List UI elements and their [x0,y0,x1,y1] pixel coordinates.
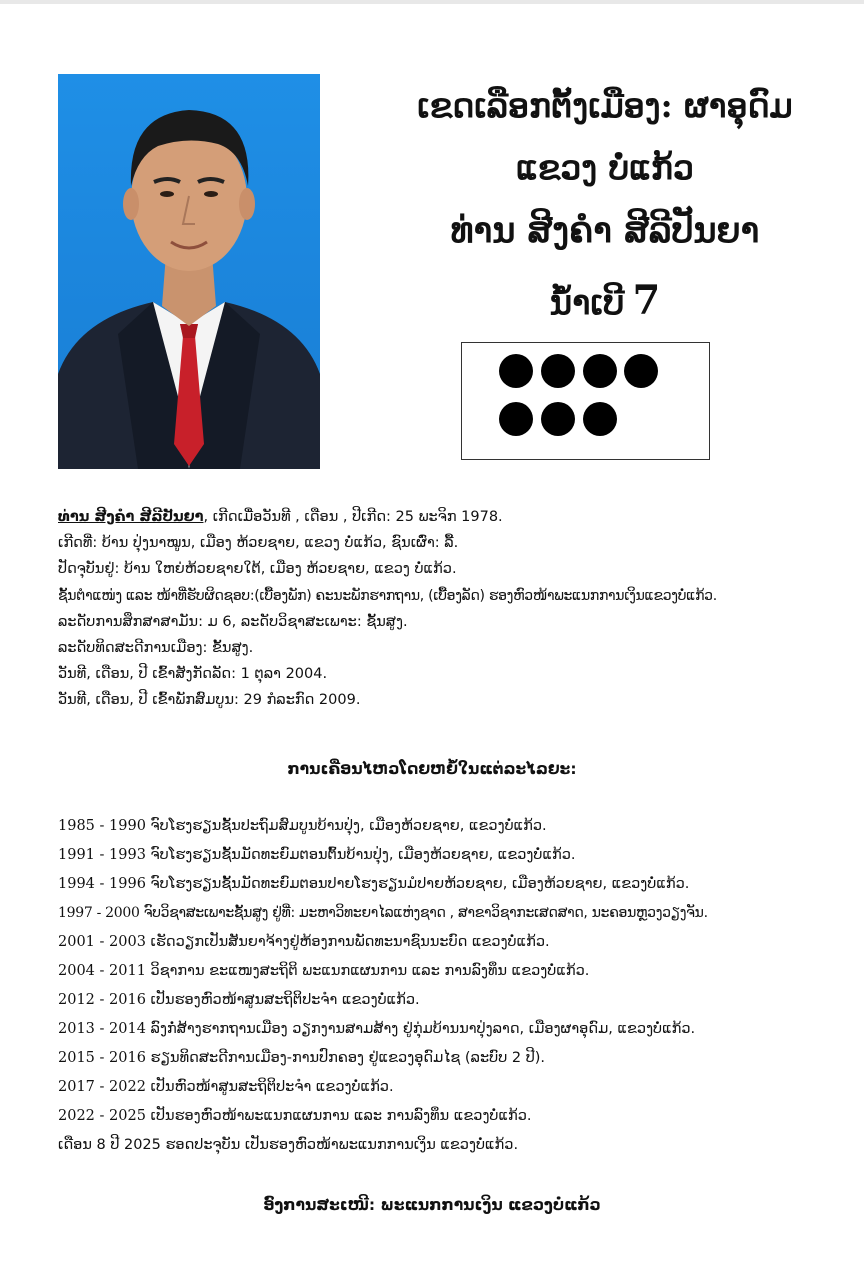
bio-line: ວັນທີ, ເດືອນ, ປີ ເຂົ້າສັງກັດລັດ: 1 ຕຸລາ 2004. [58,666,328,683]
bio-line: ລະດັບການສຶກສາສາມັນ: ມ 6, ລະດັບວິຊາສະເພາະ: ຊັ້ນສູງ. [58,613,408,630]
number-label: ນໍ້າເບີ [549,283,625,323]
career-item: 2001 - 2003 ເຮັດວຽກເປັນສັນຍາຈ້າງຢູ່ຫ້ອງການພັດທະນາຊົນນະບົດ ແຂວງບໍ່ແກ້ວ. [58,934,550,950]
career-item: 2004 - 2011 ວິຊາການ ຂະແໜງສະຖິຕິ ພະແນກແຜນການ ແລະ ການລົງທຶນ ແຂວງບໍ່ແກ້ວ. [58,963,590,979]
number-value: 7 [632,277,661,324]
dot-icon [499,402,533,436]
dot-icon [583,354,617,388]
dot-icon [499,354,533,388]
bio-line: ເກີດທີ່: ບ້ານ ປຸ່ງນາໝູນ, ເມືອງ ຫ້ວຍຊາຍ, ແຂວງ ບໍ່ແກ້ວ, ຊົນເຜົ່າ: ລື້. [58,535,459,552]
biography [58,504,848,714]
career-item: 1985 - 1990 ຈົບໂຮງຮຽນຊັ້ນປະຖົມສົມບູນບ້ານປຸ່ງ, ເມືອງຫ້ວຍຊາຍ, ແຂວງບໍ່ແກ້ວ. [58,818,547,834]
bio-line: ປັດຈຸບັນຢູ່: ບ້ານ ໃຫຍ່ຫ້ວຍຊາຍໃຕ້, ເມືອງ ຫ້ວຍຊາຍ, ແຂວງ ບໍ່ແກ້ວ. [58,561,457,578]
dot-icon [541,402,575,436]
career-item: 1997 - 2000 ຈົບວິຊາສະເພາະຊັ້ນສູງ ຢູ່ທີ່: ມະຫາວິທະຍາໄລແຫ່ງຊາດ , ສາຂາວິຊາກະເສດສາດ, ນະຄອນຫຼວງວຽງຈັນ. [58,905,708,921]
bio-name: ທ່ານ ສີງຄຳ ສີລີປັນຍາ [58,509,204,525]
bio-line: ລະດັບທິດສະດີການເມືອງ: ຂັ້ນສູງ. [58,640,254,657]
dot-icon [583,402,617,436]
dot-icon [624,354,658,388]
career-item: 1994 - 1996 ຈົບໂຮງຮຽນຊັ້ນມັດທະຍົມຕອນປາຍໂຮງຮຽນມໍປາຍຫ້ວຍຊາຍ, ເມືອງຫ້ວຍຊາຍ, ແຂວງບໍ່ແກ້ວ. [58,876,690,892]
dot-icon [541,354,575,388]
candidate-number [370,277,840,324]
bio-line: ວັນທີ, ເດືອນ, ປີ ເຂົ້າພັກສົມບູນ: 29 ກໍລະກົດ 2009. [58,692,361,709]
portrait-icon [58,74,320,469]
career-item: 2015 - 2016 ຮຽນທິດສະດີການເມືອງ-ການປົກຄອງ ຢູ່ແຂວງອຸດົມໄຊ (ລະບົບ 2 ປີ). [58,1050,546,1066]
career-item: 1991 - 1993 ຈົບໂຮງຮຽນຊັ້ນມັດທະຍົມຕອນຕົ້ນບ້ານປຸ່ງ, ເມືອງຫ້ວຍຊາຍ, ແຂວງບໍ່ແກ້ວ. [58,847,576,863]
province-title: ແຂວງ ບໍ່ແກ້ວ [516,148,694,187]
proposing-organization: ອົງການສະເໜີ: ພະແນກການເງິນ ແຂວງບໍ່ແກ້ວ [263,1196,601,1214]
candidate-name: ທ່ານ ສີງຄຳ ສີລີປັນຍາ [450,210,760,251]
number-dots-box [461,342,710,460]
candidate-photo [58,74,320,469]
career-item: 2012 - 2016 ເປັນຮອງຫົວໜ້າສູນສະຖິຕິປະຈຳ ແຂວງບໍ່ແກ້ວ. [58,992,420,1008]
constituency-title: ເຂດເລືອກຕັ້ງເມືອງ: ຜາອຸດົມ [417,86,793,125]
bio-line: ທ່ານ ສີງຄຳ ສີລີປັນຍາ, ເກີດເມື່ອວັນທີ , ເດືອນ , ປີເກີດ: 25 ພະຈິກ 1978. [58,509,503,525]
career-section-title: ການເຄື່ອນໄຫວໂດຍຫຍໍ້ໃນແຕ່ລະໄລຍະ: [287,760,577,778]
bio-line: ຊັ້ນຕຳແໜ່ງ ແລະ ໜ້າທີ່ຮັບຜິດຊອບ:(ເບື້ອງພັກ) ຄະນະພັກຮາກຖານ, (ເບື້ອງລັດ) ຮອງຫົວໜ້າພະແນກການເງິນແຂວງບໍ່ແກ້ວ. [58,587,717,604]
career-list [58,812,858,1160]
career-item: 2013 - 2014 ລົງກໍ່ສ້າງຮາກຖານເມືອງ ວຽກງານສາມສ້າງ ຢູ່ກຸ່ມບ້ານນາປຸ່ງລາດ, ເມືອງຜາອຸດົມ, ແຂວງບໍ່ແກ້ວ. [58,1021,696,1037]
career-item: ເດືອນ 8 ປີ 2025 ຮອດປະຈຸບັນ ເປັນຮອງຫົວໜ້າພະແນກການເງິນ ແຂວງບໍ່ແກ້ວ. [58,1137,519,1153]
career-item: 2017 - 2022 ເປັນຫົວໜ້າສູນສະຖິຕິປະຈຳ ແຂວງບໍ່ແກ້ວ. [58,1079,394,1095]
career-item: 2022 - 2025 ເປັນຮອງຫົວໜ້າພະແນກແຜນການ ແລະ ການລົງທຶນ ແຂວງບໍ່ແກ້ວ. [58,1108,532,1124]
